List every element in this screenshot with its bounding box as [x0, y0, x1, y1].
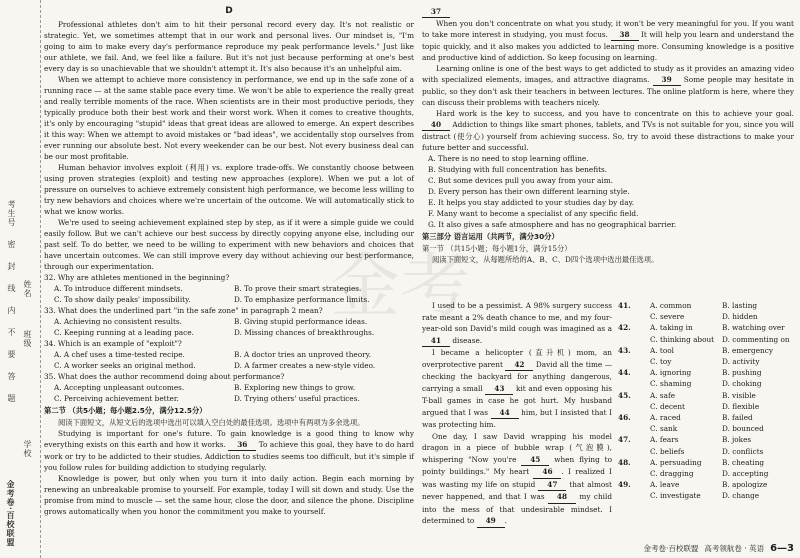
option[interactable]: D. A farmer creates a new-style video. — [234, 361, 376, 370]
margin-label-seal-2: 封 — [7, 262, 16, 271]
seven-choose-five-paragraph — [422, 108, 794, 153]
option[interactable]: A. persuading — [650, 457, 702, 467]
option[interactable]: D. Missing chances of breakthroughs. — [234, 328, 375, 337]
text: Addiction to things like smart phones, tablets, and TVs is not suitable for you, since you will distract (使分心) yourself from achieving success. So, try to avoid these distractions to make your future better and successful. — [422, 120, 794, 152]
part-3-header: 第三部分 语言运用（共两节，满分30分） — [422, 232, 559, 241]
option[interactable]: D. choking — [722, 379, 762, 389]
blank-46[interactable]: 46 — [533, 466, 561, 479]
answer-row — [618, 334, 794, 345]
answer-row — [618, 378, 794, 389]
option[interactable]: C. A worker seeks an original method. — [54, 361, 196, 370]
option[interactable]: A. A chef uses a time-tested recipe. — [54, 350, 185, 359]
watermark: 金考 — [330, 245, 470, 327]
blank-38[interactable]: 38 — [611, 29, 639, 41]
blank-36[interactable]: 36 — [228, 439, 256, 451]
answer-row — [618, 345, 794, 356]
option[interactable]: D. commenting on — [722, 334, 790, 344]
seven-choose-five-paragraph: Knowledge is power, but only when you turn it into daily action. Begin each morning by renewing an unbreakable promise to yourself. For example, today I will sit down and study. Use the promise from mind to muscle — set the same hour, close the door, and silence the phone. Discipline grows automatically when you honor the commitment you make to yourself. — [44, 474, 414, 516]
blank-40[interactable]: 40 — [422, 119, 450, 131]
text: To achieve this goal, they have to do hard work or try to be addicted to their studies. Addiction to studies seems too difficult, but it's simple if you follow rules for building addiction to studying regularly. — [44, 440, 414, 472]
question-33-stem: 33. What does the underlined part "in the safe zone" in paragraph 2 mean? — [44, 306, 323, 315]
option[interactable]: B. Giving stupid performance ideas. — [234, 317, 368, 326]
seven-option[interactable]: C. But some devices pull you away from your aim. — [428, 176, 613, 185]
margin-label-seal-4: 内 — [7, 306, 16, 315]
margin-label-class: 班级 — [23, 330, 32, 348]
answer-row — [618, 457, 794, 468]
section-2-header: 第二节 （共5小题；每小题2.5分，满分12.5分） — [44, 406, 207, 415]
blank-37[interactable]: 37 — [422, 6, 450, 18]
text: him, but I insisted that I was protecting him. — [422, 407, 612, 429]
option[interactable]: B. jokes — [722, 435, 752, 445]
option[interactable]: B. failed — [722, 413, 753, 423]
margin-label-seal-6: 要 — [7, 350, 16, 359]
option[interactable]: C. severe — [650, 312, 685, 322]
option[interactable]: A. taking in — [650, 323, 693, 333]
answer-number: 41. — [618, 301, 631, 310]
option[interactable]: D. activity — [722, 357, 760, 367]
answer-number: 49. — [618, 480, 631, 490]
option[interactable]: A. ignoring — [650, 368, 692, 378]
option[interactable]: B. apologize — [722, 480, 768, 490]
option[interactable]: B. watching over — [722, 323, 785, 333]
text: . I realized I was wasting my life on stupid — [422, 467, 613, 489]
passage-d-paragraph: Professional athletes don't aim to hit their personal record every day. It's not realistic or strategic. Yet, we sometimes attempt that in our work and personal lives. Our mindset is, "I'm going to aim to make every day's performance reproduce my peak performance levels." Just like our athlete, we fail. And, we feel like a failure. But it's not just because performing at one's best every day is so unachievable that we shouldn't attempt it. It's also because it's an unhelpful aim. — [44, 20, 414, 73]
option[interactable]: D. bounced — [722, 424, 764, 434]
text: I used to be a pessimist. A 98% surgery success rate meant a 2% death chance to me, and my four-year-old son David's mild cough was imagined as a — [422, 301, 612, 333]
margin-label-seal-3: 线 — [7, 284, 16, 293]
cloze-paragraph — [422, 347, 612, 431]
text: When you don't concentrate on what you study, it won't be very meaningful for you. If you want to take more interest in studying, you must focus. — [422, 19, 794, 39]
right-column — [422, 6, 794, 265]
option[interactable]: D. change — [722, 491, 760, 501]
passage-d-paragraph: When we attempt to achieve more consistency in performance, we end up in the safe zone of a running race — at the same stable pace every time. We won't be able to experience the really great and really terrible moments of the race. When scientists are in their most productive periods, they typically produce both their best work and their worst work. When it comes to creative thoughts, it's only by encouraging "stupid" ideas that great ideas are allowed to emerge. An expert describes it this way: When we attempt to avoid mistakes or "bad ideas", we accidentally stop ourselves from ever running our absolute best. Not every weekender can be our best. Not every business deal can be our most profitable. — [44, 75, 414, 161]
passage-d-paragraph: We're used to seeing achievement explained step by step, as if it were a simple guide we could easily follow. But we can't achieve our best success by directly copying anyone else, including our past self. To do better, we need to be willing to experiment with new behaviors and choices that have uncertain outcomes. We can still improve every day without achieving our best performance, through our experimentation. — [44, 218, 414, 271]
text: when flying to pointy buildings." My heart — [422, 454, 612, 476]
answer-row — [618, 390, 794, 401]
blank-48[interactable]: 48 — [548, 491, 576, 504]
option[interactable]: D. Trying others' useful practices. — [234, 394, 360, 403]
passage-d-title: D — [225, 6, 233, 16]
answer-row — [618, 468, 794, 479]
margin-label-school: 学校 — [23, 440, 32, 458]
option[interactable]: A. Accepting unpleasant outcomes. — [54, 383, 185, 392]
cloze-paragraph — [422, 431, 612, 528]
seven-option[interactable]: F. Many want to become a specialist of any specific field. — [428, 209, 639, 218]
continued-paragraph — [422, 6, 794, 18]
option[interactable]: A. To introduce different mindsets. — [54, 284, 183, 293]
answer-number: 42. — [618, 323, 631, 333]
option[interactable]: B. emergency — [722, 345, 773, 355]
option[interactable]: D. conflicts — [722, 446, 764, 456]
answer-number: 47. — [618, 435, 631, 445]
cloze-options — [618, 300, 794, 502]
text: Studying is important for one's future. To gain knowledge is a good thing to know why everything exists on this earth and how it works. — [44, 429, 414, 449]
left-column — [44, 6, 414, 517]
option[interactable]: C. Keeping running at a leading pace. — [54, 328, 194, 337]
text: Learning online is one of the best ways to get addicted to study as it provides an amazing video with specialized elements, images, and attractive diagrams. — [422, 64, 794, 84]
option[interactable]: C. thinking about — [650, 334, 715, 344]
text: disease. — [452, 335, 483, 345]
footer-exam-title: 高考领航卷 · 英语 — [704, 544, 765, 553]
option[interactable]: C. toy — [650, 357, 672, 367]
option[interactable]: C. investigate — [650, 491, 701, 501]
part-3-instructions: 阅读下面短文，从每题所给的A、B、C、D四个选项中选出最佳选项。 — [432, 255, 659, 264]
blank-47[interactable]: 47 — [538, 479, 566, 492]
option[interactable]: A. fears — [650, 435, 679, 445]
answer-number: 48. — [618, 457, 631, 467]
option[interactable]: A. leave — [650, 480, 680, 490]
binding-margin — [0, 0, 41, 558]
margin-label-seal-8: 题 — [7, 394, 16, 403]
question-33-options — [44, 316, 414, 338]
text: David all the time — checking the backyard for anything dangerous, carrying a small — [422, 359, 613, 393]
margin-label-seal-1: 密 — [7, 240, 16, 249]
option[interactable]: B. To prove their smart strategies. — [234, 284, 362, 293]
margin-label-seal-5: 不 — [7, 328, 16, 337]
answer-row — [618, 322, 794, 333]
answer-row — [618, 311, 794, 322]
section-2-instructions: 阅读下面短文，从短文后的选项中选出可以填入空白处的最佳选项。选项中有两项为多余选项。 — [58, 418, 365, 427]
question-34-options — [44, 349, 414, 371]
cloze-passage — [422, 300, 612, 528]
answer-number: 45. — [618, 390, 631, 400]
answer-row — [618, 412, 794, 423]
seven-choose-five-paragraph — [422, 18, 794, 63]
answer-row — [618, 479, 794, 490]
option[interactable]: A. Achieving no consistent results. — [54, 317, 182, 326]
answer-number: 44. — [618, 368, 631, 378]
answer-number: 43. — [618, 345, 631, 355]
answer-row — [618, 423, 794, 434]
question-35-options — [44, 382, 414, 404]
answer-row — [618, 434, 794, 445]
blank-39[interactable]: 39 — [653, 74, 681, 86]
question-32-stem: 32. Why are athletes mentioned in the beginning? — [44, 273, 230, 282]
option[interactable]: D. hidden — [722, 312, 758, 322]
blank-49[interactable]: 49 — [477, 515, 505, 528]
cloze-paragraph — [422, 300, 612, 347]
option[interactable]: C. beliefs — [650, 446, 685, 456]
option[interactable]: C. shaming — [650, 379, 692, 389]
text: . — [504, 516, 507, 525]
seven-choose-five-paragraph — [422, 63, 794, 108]
option[interactable]: B. Exploring new things to grow. — [234, 383, 356, 392]
text: Some people may hesitate in public, so they don't ask their teachers in between lectures. The online platform is here, where they can discuss their problems with teachers nicely. — [422, 75, 794, 107]
question-35-stem: 35. What does the author recommend doing about performance? — [44, 372, 285, 381]
option[interactable]: A. tool — [650, 345, 674, 355]
option[interactable]: B. visible — [722, 390, 756, 400]
seven-option[interactable]: E. It helps you stay addicted to your studies day by day. — [428, 198, 635, 207]
text: kit and even opposing his T-ball games in case he got hurt. My husband argued that I was — [422, 383, 612, 417]
seven-option[interactable]: A. There is no need to stop learning offline. — [428, 154, 589, 163]
option[interactable]: C. decent — [650, 401, 685, 411]
option[interactable]: A. safe — [650, 390, 676, 400]
question-34-stem: 34. Which is an example of "exploit"? — [44, 339, 182, 348]
answer-row — [618, 356, 794, 367]
seven-option[interactable]: D. Every person has their own different learning style. — [428, 187, 630, 196]
blank-43[interactable]: 43 — [485, 383, 513, 396]
question-32-options — [44, 283, 414, 305]
option[interactable]: D. accepting — [722, 469, 769, 479]
part-3-sub-header: 第一节 （共15小题；每小题1分，满分15分） — [422, 244, 572, 253]
blank-45[interactable]: 45 — [521, 454, 549, 467]
option[interactable]: D. flexible — [722, 401, 760, 411]
option[interactable]: C. sank — [650, 424, 678, 434]
footer-brand: 金考卷·百校联盟 — [643, 544, 699, 553]
option[interactable]: D. To emphasize performance limits. — [234, 295, 370, 304]
answer-row — [618, 490, 794, 501]
option[interactable]: C. Perceiving achievement better. — [54, 394, 179, 403]
margin-label-seal-7: 答 — [7, 372, 16, 381]
option[interactable]: C. To show daily peaks' impossibility. — [54, 295, 191, 304]
option[interactable]: B. cheating — [722, 457, 765, 467]
answer-row — [618, 446, 794, 457]
blank-44[interactable]: 44 — [491, 407, 519, 420]
option[interactable]: B. pushing — [722, 368, 762, 378]
answer-row — [618, 401, 794, 412]
page-footer — [644, 543, 794, 554]
margin-brand: 金考卷·百校联盟 — [6, 480, 16, 547]
seven-choose-five-paragraph — [44, 428, 414, 473]
option[interactable]: C. dragging — [650, 469, 694, 479]
seven-option[interactable]: B. Studying with full concentration has benefits. — [428, 165, 608, 174]
text: Hard work is the key to success, and you have to concentrate on this to achieve your goal. — [436, 109, 794, 118]
blank-42[interactable]: 42 — [505, 359, 533, 372]
option[interactable]: B. A doctor tries an unproved theory. — [234, 350, 372, 359]
blank-41[interactable]: 41 — [422, 335, 450, 348]
answer-number: 46. — [618, 413, 631, 423]
option[interactable]: B. lasting — [722, 301, 758, 310]
seven-option[interactable]: G. It also gives a safe atmosphere and has no geographical barrier. — [428, 220, 677, 229]
answer-row — [618, 300, 794, 311]
text: One day, I saw David wrapping his model dragon in a piece of bubble wrap (气泡膜), whispering "Now you're — [422, 431, 612, 464]
page-number: 6—3 — [770, 543, 794, 554]
text: I became a helicopter (直升机) mom, an overprotective parent — [422, 348, 612, 369]
option[interactable]: A. common — [650, 301, 692, 310]
margin-label-exam-number: 考生号 — [7, 200, 16, 227]
text: that almost never happened, and that I was — [422, 479, 612, 501]
margin-label-name: 姓名 — [23, 280, 32, 298]
text: my child into the mess of that undesirable mindset. I determined to — [422, 492, 612, 525]
answer-row — [618, 367, 794, 378]
option[interactable]: A. raced — [650, 413, 681, 423]
text: It will help you learn and understand the topic quickly, and it also makes you addicted to learning more. Consuming knowledge is a positive and productive kind of addiction. So keep focusing on learning. — [422, 30, 794, 62]
passage-d-paragraph: Human behavior involves exploit (利用) vs. explore trade-offs. We constantly choose between using proven strategies (exploit) and testing new approaches (explore). When we put a lot of pressure on ourselves to achieve extremely consistent high performance, we become less willing to try new behaviors and choices where we're uncertain of the outcome. We will automatically stick to what we know works. — [44, 163, 414, 216]
